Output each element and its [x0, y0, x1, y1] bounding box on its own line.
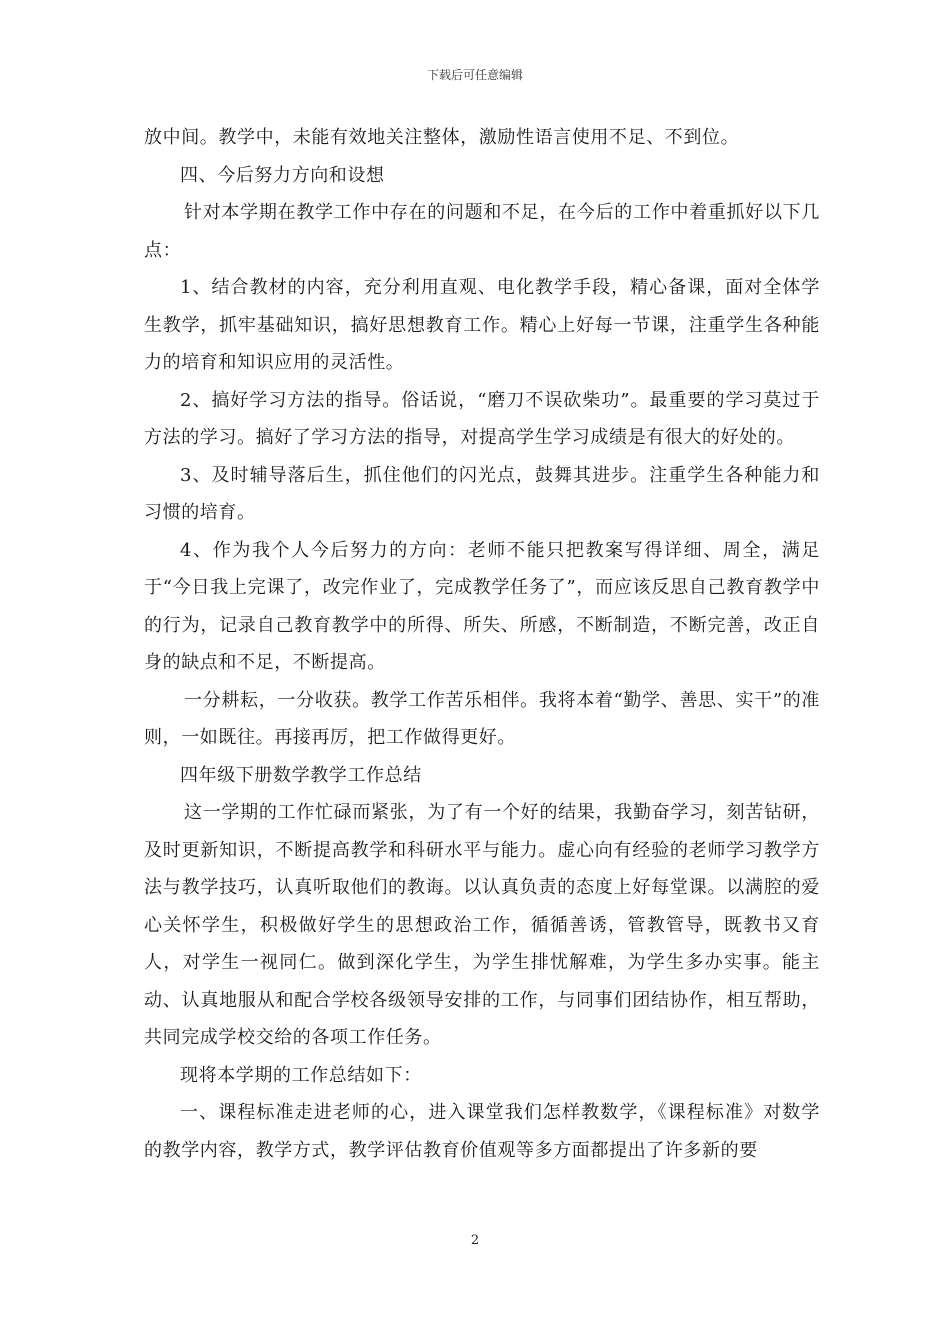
page-header: 下载后可任意编辑: [426, 68, 523, 82]
list-item: 3、及时辅导落后生，抓住他们的闪光点，鼓舞其进步。注重学生各种能力和习惯的培育。: [144, 464, 820, 523]
list-item: 2、搞好学习方法的指导。俗话说，“磨刀不误砍柴功”。最重要的学习莫过于方法的学习。搞好了学习方法的指导，对提高学生学习成绩是有很大的好处的。: [144, 389, 820, 448]
paragraph: 一、课程标准走进老师的心，进入课堂我们怎样教数学，《课程标准》对数学的教学内容，教学方式，教学评估教育价值观等多方面都提出了许多新的要: [144, 1102, 820, 1161]
document-title: 四年级下册数学教学工作总结: [180, 764, 422, 786]
page-number: 2: [470, 1233, 480, 1248]
paragraph: 这一学期的工作忙碌而紧张，为了有一个好的结果，我勤奋学习，刻苦钻研，及时更新知识，不断提高教学和科研水平与能力。虚心向有经验的老师学习教学方法与教学技巧，认真听取他们的教诲。以认真负责的态度上好每堂课。以满腔的爱心关怀学生，积极做好学生的思想政治工作，循循善诱，管教管导，既教书又育人，对学生一视同仁。做到深化学生，为学生排忧解难，为学生多办实事。能主动、认真地服从和配合学校各级领导安排的工作，与同事们团结协作，相互帮助，共同完成学校交给的各项工作任务。: [144, 802, 820, 1048]
section-heading: 四、今后努力方向和设想: [180, 164, 385, 186]
paragraph: 一分耕耘，一分收获。教学工作苦乐相伴。我将本着“勤学、善思、实干”的准则，一如既往。再接再厉，把工作做得更好。: [144, 689, 820, 748]
document-body: [144, 119, 820, 1169]
list-item: 4、作为我个人今后努力的方向：老师不能只把教案写得详细、周全，满足于“今日我上完课了，改完作业了，完成教学任务了”，而应该反思自己教育教学中的行为，记录自己教育教学中的所得、所失、所感，不断制造，不断完善，改正自身的缺点和不足，不断提高。: [144, 539, 820, 673]
list-item: 1、结合教材的内容，充分利用直观、电化教学手段，精心备课，面对全体学生教学，抓牢基础知识，搞好思想教育工作。精心上好每一节课，注重学生各种能力的培育和知识应用的灵活性。: [144, 277, 820, 373]
paragraph: 现将本学期的工作总结如下：: [180, 1064, 422, 1086]
paragraph: 针对本学期在教学工作中存在的问题和不足，在今后的工作中着重抓好以下几点：: [144, 202, 820, 261]
paragraph: 放中间。教学中，未能有效地关注整体，激励性语言使用不足、不到位。: [144, 127, 740, 148]
